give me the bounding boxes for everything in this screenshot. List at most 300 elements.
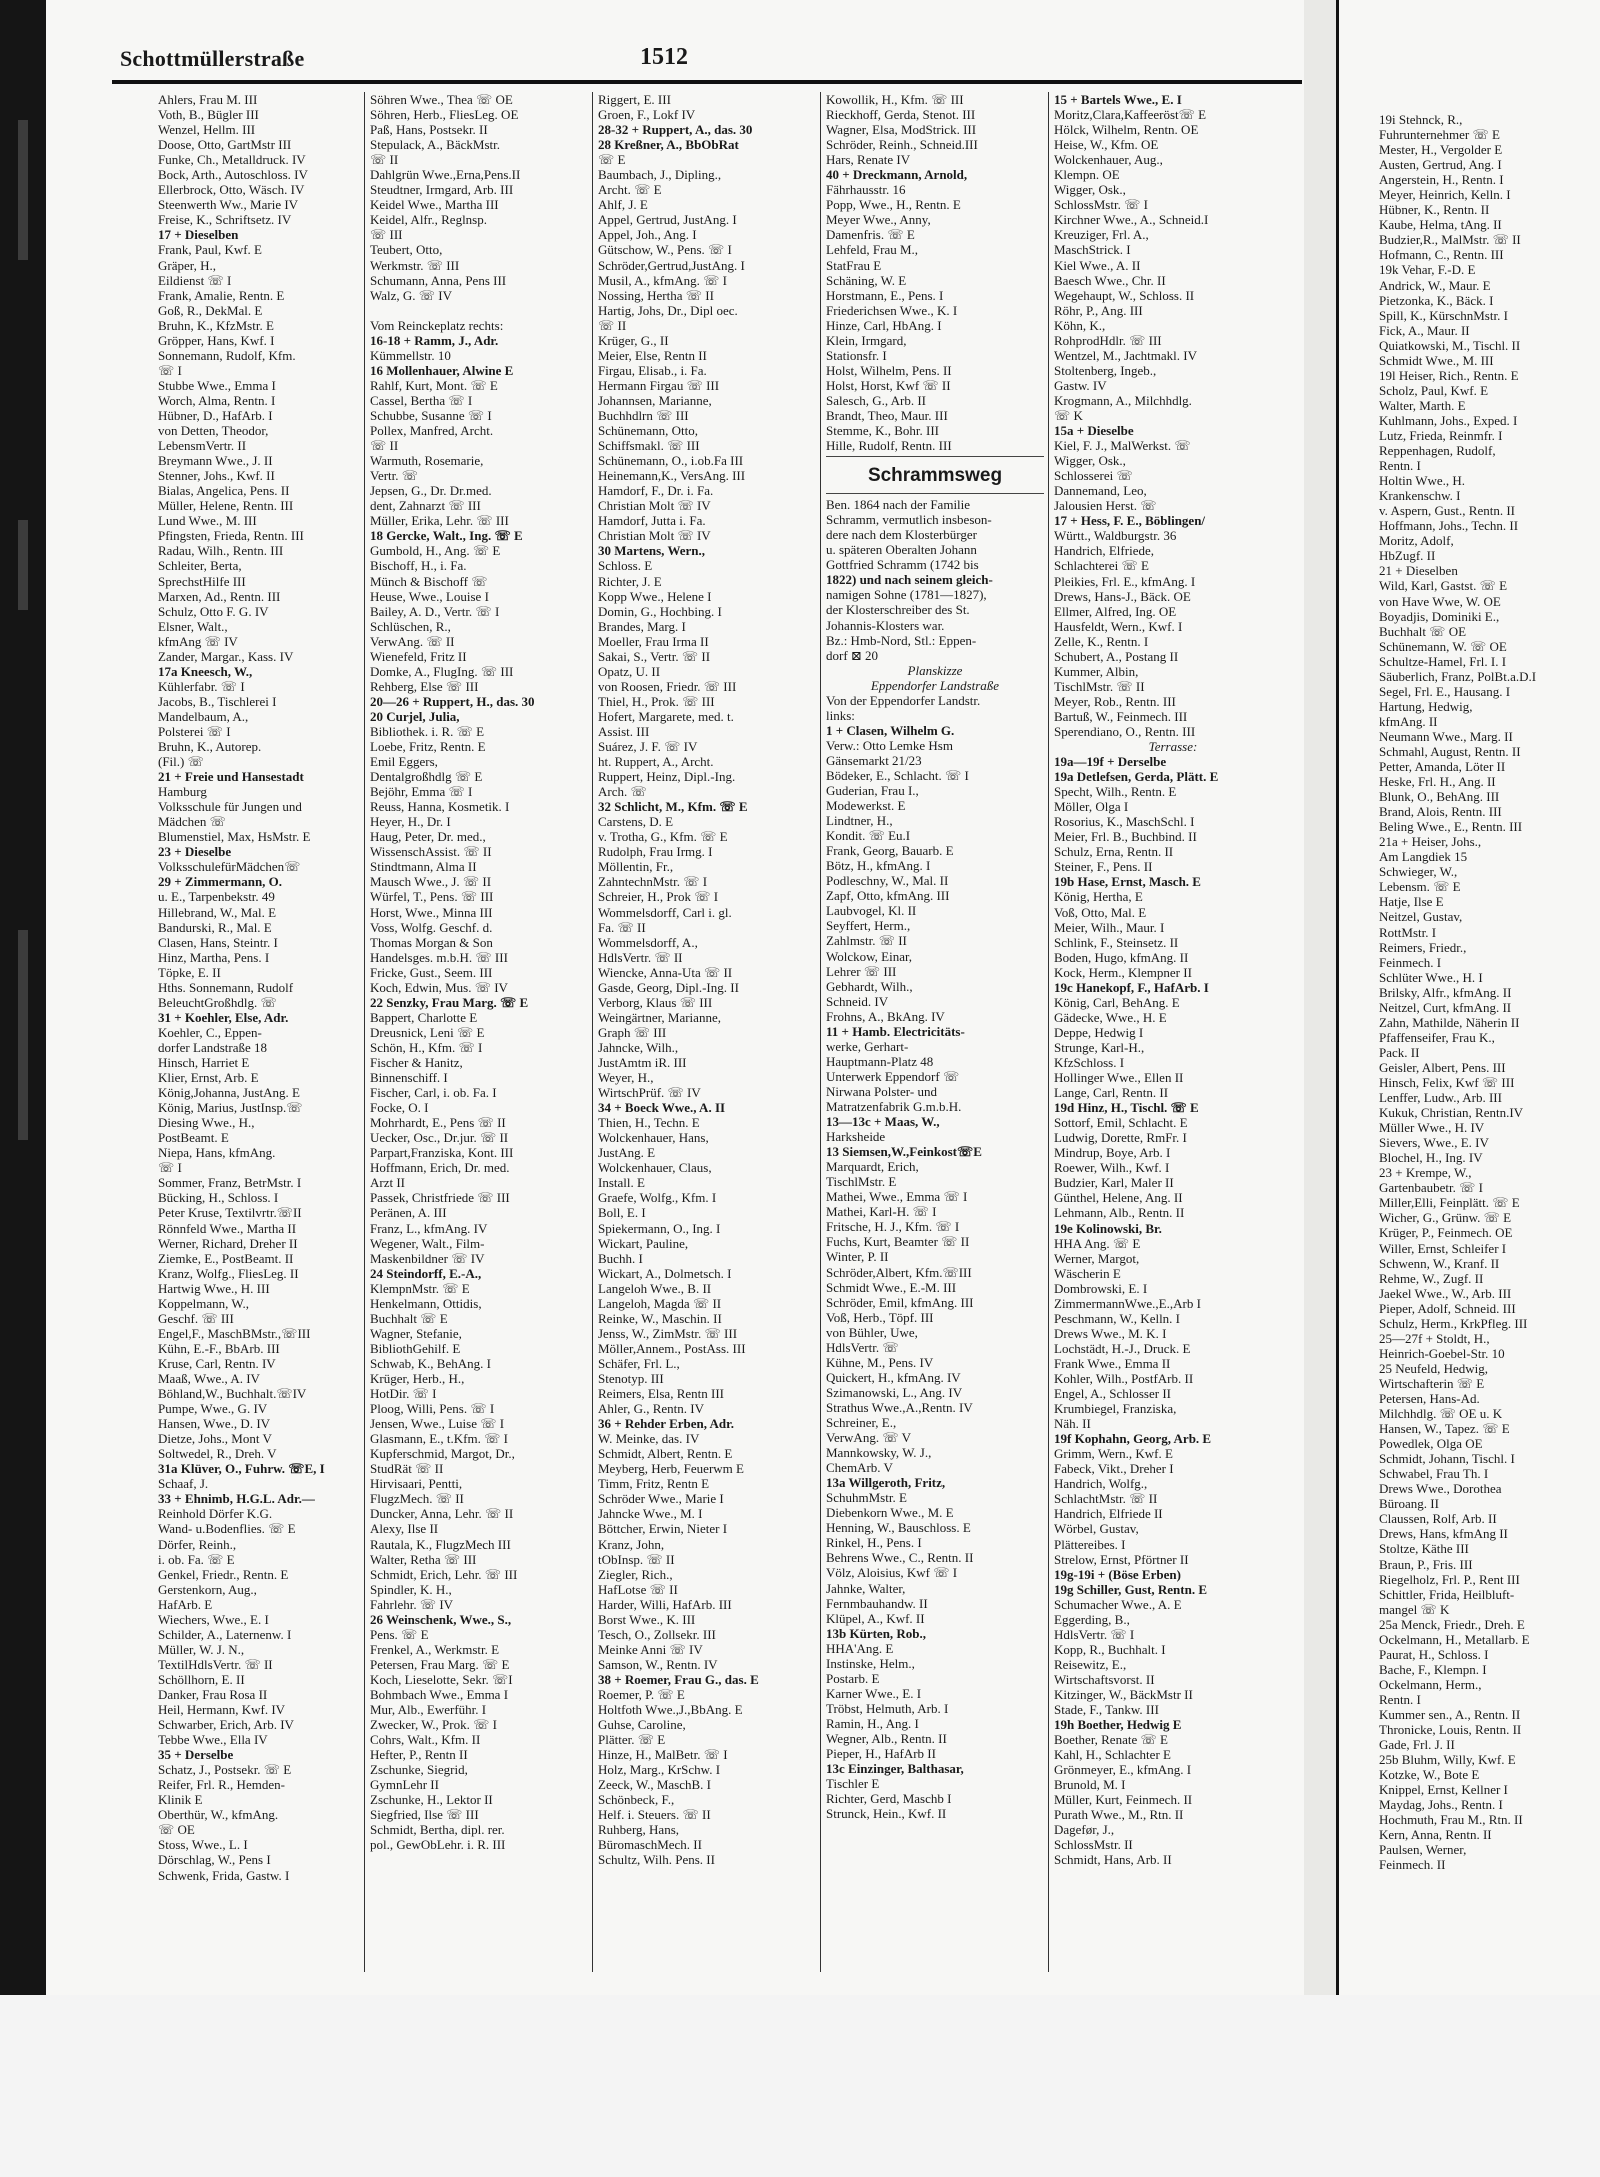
- directory-entry: Rautala, K., FlugzMech III: [370, 1536, 511, 1552]
- directory-entry: 32 Schlicht, M., Kfm. ☏ E: [598, 799, 748, 815]
- directory-entry: Siegfried, Ilse ☏ III: [370, 1807, 479, 1823]
- directory-entry: 13—13c + Maas, W.,: [826, 1114, 940, 1130]
- directory-entry: Bruhn, K., Autorep.: [158, 739, 262, 755]
- directory-entry: Polsterei ☏ I: [158, 723, 231, 739]
- directory-entry: Stubbe Wwe., Emma I: [158, 377, 276, 393]
- directory-entry: Heinemann,K., VersAng. III: [598, 468, 746, 484]
- directory-entry: Frenkel, A., Werkmstr. E: [370, 1641, 500, 1657]
- directory-entry: Riegelholz, Frl. P., Rent III: [1379, 1571, 1520, 1587]
- directory-entry: Stemme, K., Bohr. III: [826, 423, 940, 439]
- directory-entry: Sievers, Wwe., E. IV: [1379, 1135, 1489, 1151]
- directory-entry: von Roosen, Friedr. ☏ III: [598, 678, 737, 694]
- directory-entry: SprechstHilfe III: [158, 573, 246, 589]
- directory-entry: Marxen, Ad., Rentn. III: [158, 588, 281, 604]
- directory-entry: Winter, P. II: [826, 1249, 889, 1265]
- directory-entry: Schilder, A., Laternenw. I: [158, 1626, 292, 1642]
- directory-entry: Sottorf, Emil, Schlacht. E: [1054, 1115, 1188, 1131]
- directory-entry: Drews Wwe., Dorothea: [1379, 1481, 1502, 1497]
- directory-entry: Hölck, Wilhelm, Rentn. OE: [1054, 122, 1199, 138]
- directory-entry: Zwecker, W., Prok. ☏ I: [370, 1717, 497, 1733]
- directory-entry: Koehler, C., Eppen-: [158, 1024, 262, 1040]
- directory-entry: Roemer, P. ☏ E: [598, 1686, 685, 1702]
- directory-entry: Wild, Karl, Gastst. ☏ E: [1379, 578, 1508, 594]
- directory-entry: Schröder,Albert, Kfm.☏III: [826, 1264, 972, 1280]
- directory-entry: 23 + Dieselbe: [158, 844, 232, 860]
- directory-entry: Kern, Anna, Rentn. II: [1379, 1827, 1492, 1843]
- directory-entry: Schlüter Wwe., H. I: [1379, 969, 1483, 985]
- directory-entry: Schmahl, August, Rentn. II: [1379, 743, 1521, 759]
- directory-entry: 19l Heiser, Rich., Rentn. E: [1379, 367, 1519, 383]
- directory-entry: Handrich, Wolfg.,: [1054, 1476, 1148, 1492]
- directory-entry: Bruhn, K., KfzMstr. E: [158, 317, 274, 333]
- directory-entry: Ahler, G., Rentn. IV: [598, 1401, 704, 1417]
- directory-entry: Schmidt, Erich, Lehr. ☏ III: [370, 1566, 518, 1582]
- directory-entry: HdlsVertr. ☏: [826, 1339, 899, 1355]
- directory-entry: Behrens Wwe., C., Rentn. II: [826, 1550, 974, 1566]
- directory-entry: Sakai, S., Vertr. ☏ II: [598, 648, 711, 664]
- directory-entry: Ockelmann, Herm.,: [1379, 1676, 1482, 1692]
- directory-entry: von Have Wwe, W. OE: [1379, 593, 1501, 609]
- directory-entry: Schmidt, Johann, Tischl. I: [1379, 1451, 1515, 1467]
- directory-entry: Zschunke, H., Lektor II: [370, 1792, 493, 1808]
- directory-entry: Hinze, Carl, HbAng. I: [826, 317, 942, 333]
- directory-entry: Kondit. ☏ Eu.I: [826, 828, 911, 844]
- directory-entry: Holz, Marg., KrSchw. I: [598, 1762, 721, 1778]
- directory-entry: Schröder, Emil, kfmAng. III: [826, 1294, 974, 1310]
- directory-entry: Rosorius, K., MaschSchl. I: [1054, 814, 1195, 830]
- directory-entry: Fick, A., Maur. II: [1379, 322, 1470, 338]
- directory-entry: Müller, Helene, Rentn. III: [158, 498, 294, 514]
- directory-entry: Wickart, A., Dolmetsch. I: [598, 1265, 732, 1281]
- directory-entry: Schneid. IV: [826, 993, 889, 1009]
- directory-entry: SchlossMstr. II: [1054, 1837, 1133, 1853]
- directory-entry: 13b Kürten, Rob.,: [826, 1625, 927, 1641]
- directory-entry: Heyer, H., Dr. I: [370, 814, 451, 830]
- directory-entry: MaschStrick. I: [1054, 242, 1131, 258]
- directory-entry: Krumbiegel, Franziska,: [1054, 1401, 1177, 1417]
- directory-entry: KfzSchloss. I: [1054, 1055, 1125, 1070]
- directory-entry: Fuhrunternehmer ☏ E: [1379, 127, 1500, 143]
- directory-entry: König, Hertha, E: [1054, 889, 1143, 905]
- directory-entry: König,Johanna, JustAng. E: [158, 1085, 300, 1101]
- directory-entry: Bötz, H., kfmAng. I: [826, 858, 931, 874]
- directory-entry: Bejöhr, Emma ☏ I: [370, 784, 473, 800]
- directory-entry: Graefe, Wolfg., Kfm. I: [598, 1190, 717, 1206]
- directory-entry: Petter, Amanda, Löter II: [1379, 759, 1506, 775]
- directory-entry: Postarb. E: [826, 1670, 880, 1686]
- directory-entry: Kopp, R., Buchhalt. I: [1054, 1641, 1166, 1657]
- directory-entry: 31 + Koehler, Else, Adr.: [158, 1009, 289, 1025]
- directory-entry: Müller, Kurt, Feinmech. II: [1054, 1792, 1193, 1808]
- directory-entry: Damenfris. ☏ E: [826, 227, 915, 243]
- directory-entry: Schultze-Hamel, Frl. I. I: [1379, 653, 1507, 669]
- directory-entry: Hauptmann-Platz 48: [826, 1053, 934, 1069]
- directory-entry: Arch. ☏: [598, 784, 647, 800]
- directory-entry: 19h Boether, Hedwig E: [1054, 1717, 1182, 1733]
- directory-entry: Reuss, Hanna, Kosmetik. I: [370, 799, 510, 815]
- directory-entry: 17 + Dieselben: [158, 227, 239, 243]
- directory-entry: Steenwerth Ww., Marie IV: [158, 197, 299, 213]
- directory-entry: Pieper, Adolf, Schneid. III: [1379, 1300, 1516, 1316]
- directory-entry: HHA Ang. ☏ E: [1054, 1235, 1141, 1251]
- directory-entry: Holtin Wwe., H.: [1379, 473, 1466, 489]
- directory-entry: Klein, Irmgard,: [826, 332, 907, 348]
- directory-entry: Bischoff, H., i. Fa.: [370, 558, 467, 574]
- adjacent-page: [1336, 0, 1600, 1995]
- column-4: [826, 92, 1044, 1972]
- subheading: Planskizze: [907, 662, 963, 678]
- directory-entry: Lindtner, H.,: [826, 813, 893, 829]
- directory-entry: Kitzinger, W., BäckMstr II: [1054, 1686, 1193, 1702]
- directory-entry: 33 + Ehnimb, H.G.L. Adr.—: [158, 1491, 315, 1507]
- directory-entry: Wienefeld, Fritz II: [370, 648, 467, 664]
- directory-entry: Reisewitz, E.,: [1054, 1656, 1127, 1672]
- directory-entry: Lehfeld, Frau M.,: [826, 242, 919, 258]
- directory-entry: Eggerding, B.,: [1054, 1611, 1130, 1627]
- directory-entry: BüromaschMech. II: [598, 1837, 702, 1853]
- directory-entry: Helf. i. Steuers. ☏ II: [598, 1807, 711, 1823]
- directory-entry: Peränen, A. III: [370, 1205, 447, 1221]
- directory-entry: Salesch, G., Arb. II: [826, 392, 927, 408]
- directory-entry: ☏ I: [158, 1160, 182, 1176]
- directory-entry: Ruppert, Heinz, Dipl.-Ing.: [598, 769, 736, 785]
- directory-entry: Wommelsdorff, Carl i. gl.: [598, 904, 732, 920]
- directory-entry: Wolckow, Einar,: [826, 948, 913, 964]
- directory-entry: Pens. ☏ E: [370, 1626, 429, 1642]
- directory-entry: Holst, Horst, Kwf ☏ II: [826, 377, 951, 393]
- directory-entry: Wolckenhauer, Hans,: [598, 1130, 709, 1146]
- directory-entry: Mindrup, Boye, Arb. I: [1054, 1145, 1171, 1161]
- directory-entry: Schleiter, Berta,: [158, 558, 242, 574]
- directory-entry: Rieckhoff, Gerda, Stenot. III: [826, 107, 976, 123]
- directory-entry: Lehmann, Alb., Rentn. II: [1054, 1205, 1185, 1221]
- directory-entry: Ramin, H., Ang. I: [826, 1715, 919, 1731]
- directory-entry: Guhse, Caroline,: [598, 1717, 686, 1733]
- directory-entry: Milchhdlg. ☏ OE u. K: [1379, 1406, 1503, 1422]
- directory-entry: Assist. III: [598, 723, 650, 739]
- directory-entry: Jensen, Wwe., Luise ☏ I: [370, 1416, 505, 1432]
- directory-entry: Stationsfr. I: [826, 347, 887, 363]
- directory-entry: Doose, Otto, GartMstr III: [158, 137, 292, 153]
- directory-entry: Ellmer, Alfred, Ing. OE: [1054, 603, 1177, 619]
- directory-entry: Clasen, Hans, Steintr. I: [158, 934, 278, 950]
- directory-entry: Böttcher, Erwin, Nieter I: [598, 1521, 728, 1537]
- directory-entry: Röhr, P., Ang. III: [1054, 302, 1143, 318]
- directory-entry: Böhland,W., Buchhalt.☏IV: [158, 1386, 307, 1402]
- directory-entry: Handelsges. m.b.H. ☏ III: [370, 949, 508, 965]
- directory-entry: Bache, F., Klempn. I: [1379, 1661, 1487, 1677]
- directory-entry: Vertr. ☏: [370, 468, 419, 484]
- directory-entry: Diebenkorn Wwe., M. E: [826, 1505, 954, 1521]
- directory-entry: Schäning, W. E: [826, 272, 907, 288]
- directory-entry: 30 Martens, Wern.,: [598, 543, 705, 559]
- directory-entry: Rinkel, H., Pens. I: [826, 1535, 922, 1551]
- directory-entry: Walz, G. ☏ IV: [370, 287, 452, 303]
- directory-entry: Peter Kruse, Textilvrtr.☏II: [158, 1205, 302, 1221]
- directory-entry: KlempnMstr. ☏ E: [370, 1280, 470, 1296]
- directory-entry: dere nach dem Klosterbürger: [826, 527, 978, 543]
- directory-entry: Henkelmann, Ottidis,: [370, 1295, 482, 1311]
- directory-entry: Verw.: Otto Lemke Hsm: [826, 737, 953, 753]
- directory-entry: Braun, P., Fris. III: [1379, 1556, 1473, 1572]
- directory-entry: Büroang. II: [1379, 1496, 1439, 1512]
- directory-entry: Jalousien Herst. ☏: [1054, 498, 1157, 514]
- directory-entry: u. E., Tarpenbekstr. 49: [158, 889, 275, 905]
- directory-entry: Näh. II: [1054, 1416, 1091, 1432]
- directory-entry: Heise, W., Kfm. OE: [1054, 137, 1159, 153]
- directory-entry: Dombrowski, E. I: [1054, 1280, 1148, 1296]
- directory-entry: Dentalgroßhdlg ☏ E: [370, 769, 483, 785]
- directory-entry: Kohler, Wilh., PostfArb. II: [1054, 1370, 1194, 1386]
- directory-entry: Krüger, Herb., H.,: [370, 1370, 465, 1386]
- directory-entry: ☏ E: [598, 152, 626, 168]
- directory-entry: Wommelsdorff, A.,: [598, 934, 698, 950]
- directory-entry: Miller,Elli, Feinplätt. ☏ E: [1379, 1195, 1520, 1211]
- directory-entry: Baumbach, J., Dipling.,: [598, 167, 722, 183]
- directory-entry: Von der Eppendorfer Landstr.: [826, 692, 981, 708]
- directory-entry: Hartwig Wwe., H. III: [158, 1280, 270, 1296]
- directory-entry: Bz.: Hmb-Nord, Stl.: Eppen-: [826, 632, 977, 648]
- directory-entry: Hoffmann, Erich, Dr. med.: [370, 1160, 510, 1176]
- directory-entry: Elsner, Walt.,: [158, 618, 228, 634]
- directory-entry: Hinsch, Felix, Kwf ☏ III: [1379, 1075, 1515, 1090]
- directory-entry: Kühn, E.-F., BbArb. III: [158, 1340, 280, 1356]
- column-1: [158, 92, 360, 1972]
- directory-entry: Schmidt, Bertha, dipl. rer.: [370, 1822, 505, 1838]
- directory-entry: Meyer, Rob., Rentn. III: [1054, 693, 1176, 709]
- directory-entry: Walter, Marth. E: [1379, 397, 1466, 413]
- directory-entry: Pietzonka, K., Bäck. I: [1379, 292, 1494, 308]
- column-divider: [820, 92, 821, 1972]
- directory-entry: Heil, Hermann, Kwf. IV: [158, 1702, 286, 1718]
- directory-entry: 19k Vehar, F.-D. E: [1379, 262, 1476, 278]
- directory-entry: Hansen, Wwe., D. IV: [158, 1416, 271, 1432]
- directory-entry: Neitzel, Gustav,: [1379, 909, 1463, 925]
- directory-entry: Hamdorf, Jutta i. Fa.: [598, 513, 706, 529]
- directory-entry: Frank Wwe., Emma II: [1054, 1355, 1171, 1371]
- directory-entry: Krüger, G., II: [598, 332, 669, 348]
- directory-entry: Walter, Retha ☏ III: [370, 1551, 477, 1567]
- directory-entry: Meyer, Heinrich, Kelln. I: [1379, 187, 1511, 203]
- directory-entry: Ellerbrock, Otto, Wäsch. IV: [158, 182, 305, 198]
- directory-entry: SchlossMstr. ☏ I: [1054, 197, 1148, 213]
- directory-entry: Paulsen, Werner,: [1379, 1842, 1467, 1858]
- directory-entry: Hinze, H., MalBetr. ☏ I: [598, 1747, 728, 1763]
- directory-entry: Fährhausstr. 16: [826, 182, 906, 198]
- directory-entry: Oberthür, W., kfmAng.: [158, 1807, 279, 1823]
- scan-streak: [18, 930, 28, 1140]
- directory-entry: Krankenschw. I: [1379, 488, 1461, 504]
- directory-entry: Heinrich-Goebel-Str. 10: [1379, 1345, 1505, 1361]
- directory-entry: Wolckenhauer, Aug.,: [1054, 152, 1163, 168]
- directory-entry: Uecker, Osc., Dr.jur. ☏ II: [370, 1130, 509, 1146]
- directory-entry: Unterwerk Eppendorf ☏: [826, 1068, 960, 1084]
- directory-entry: Seyffert, Herm.,: [826, 918, 911, 934]
- directory-entry: 15 + Bartels Wwe., E. I: [1054, 92, 1182, 107]
- directory-entry: Hochmuth, Frau M., Rtn. II: [1379, 1812, 1523, 1828]
- directory-entry: Petersen, Frau Marg. ☏ E: [370, 1656, 510, 1672]
- directory-entry: Köhn, K.,: [1054, 317, 1106, 333]
- directory-entry: Specht, Wilh., Rentn. E: [1054, 784, 1177, 800]
- directory-entry: Purath Wwe., M., Rtn. II: [1054, 1807, 1184, 1823]
- directory-entry: 15a + Dieselbe: [1054, 423, 1134, 439]
- directory-entry: Bailey, A. D., Vertr. ☏ I: [370, 603, 500, 619]
- directory-entry: Spindler, K. H.,: [370, 1581, 452, 1597]
- directory-entry: Engel, A., Schlosser II: [1054, 1386, 1171, 1402]
- directory-entry: Langeloh, Magda ☏ II: [598, 1295, 722, 1311]
- directory-entry: (Fil.) ☏: [158, 754, 204, 770]
- directory-entry: 21a + Heiser, Johs.,: [1379, 834, 1482, 850]
- directory-entry: ☏ II: [370, 152, 399, 168]
- directory-entry: Meier, Wilh., Maur. I: [1054, 919, 1165, 935]
- directory-entry: Württ., Waldburgstr. 36: [1054, 528, 1177, 544]
- directory-entry: Budzier, Karl, Maler II: [1054, 1175, 1174, 1191]
- directory-entry: Hillebrand, W., Mal. E: [158, 904, 277, 920]
- directory-entry: Münch & Bischoff ☏: [370, 573, 488, 589]
- directory-entry: mangel ☏ K: [1379, 1601, 1450, 1617]
- directory-entry: Neitzel, Curt, kfmAng. II: [1379, 999, 1512, 1015]
- directory-entry: Suárez, J. F. ☏ IV: [598, 739, 698, 755]
- directory-entry: WirtschPrüf. ☏ IV: [598, 1085, 701, 1101]
- directory-entry: VerwAng. ☏ V: [826, 1430, 911, 1446]
- directory-entry: v. Trotha, G., Kfm. ☏ E: [598, 829, 728, 845]
- directory-entry: Funke, Ch., Metalldruck. IV: [158, 152, 306, 168]
- directory-entry: Fahrlehr. ☏ IV: [370, 1596, 454, 1612]
- directory-entry: Focke, O. I: [370, 1100, 429, 1116]
- directory-entry: Opatz, U. II: [598, 663, 661, 679]
- directory-entry: Wegehaupt, W., Schloss. II: [1054, 287, 1195, 303]
- directory-entry: Lange, Carl, Rentn. II: [1054, 1085, 1169, 1101]
- directory-entry: Mur, Alb., Ewerführ. I: [370, 1702, 487, 1718]
- directory-entry: ☏ I: [158, 362, 182, 378]
- directory-entry: Blumenstiel, Max, HsMstr. E: [158, 829, 311, 845]
- directory-entry: Bappert, Charlotte E: [370, 1009, 478, 1025]
- directory-entry: Hars, Renate IV: [826, 152, 911, 168]
- directory-entry: Steiner, F., Pens. II: [1054, 859, 1153, 875]
- directory-entry: namigen Sohne (1781—1827),: [826, 587, 987, 603]
- directory-entry: Zander, Margar., Kass. IV: [158, 648, 294, 664]
- directory-entry: Hollinger Wwe., Ellen II: [1054, 1070, 1184, 1086]
- directory-entry: Gräper, H.,: [158, 257, 216, 273]
- directory-entry: 38 + Roemer, Frau G., das. E: [598, 1671, 759, 1687]
- directory-entry: Kock, Herm., Klempner II: [1054, 964, 1192, 980]
- directory-entry: 13a Willgeroth, Fritz,: [826, 1475, 946, 1491]
- directory-entry: Schreier, H., Prok ☏ I: [598, 889, 719, 905]
- directory-entry: Sommer, Franz, BetrMstr. I: [158, 1175, 302, 1191]
- directory-entry: Schlüschen, R.,: [370, 618, 451, 634]
- directory-entry: Jahncke, Wilh.,: [598, 1039, 679, 1055]
- directory-entry: LebensmVertr. II: [158, 438, 247, 454]
- directory-entry: Ben. 1864 nach der Familie: [826, 497, 971, 513]
- directory-entry: BeleuchtGroßhdlg. ☏: [158, 994, 277, 1010]
- directory-entry: Mathei, Karl-H. ☏ I: [826, 1204, 937, 1220]
- directory-entry: 1822) und nach seinem gleich-: [826, 572, 993, 588]
- directory-entry: Stade, F., Tankw. III: [1054, 1702, 1159, 1718]
- directory-entry: Bandurski, R., Mal. E: [158, 919, 272, 935]
- directory-entry: Kirchner Wwe., A., Schneid.I: [1054, 212, 1209, 228]
- directory-entry: Würfel, T., Pens. ☏ III: [370, 889, 494, 905]
- directory-entry: dent, Zahnarzt ☏ III: [370, 498, 481, 514]
- directory-entry: Christian Molt ☏ IV: [598, 498, 711, 514]
- directory-entry: Hartung, Hedwig,: [1379, 698, 1473, 714]
- directory-entry: TextilHdlsVertr. ☏ II: [158, 1656, 273, 1672]
- directory-entry: Mandelbaum, A.,: [158, 708, 249, 724]
- page-number: 1512: [640, 44, 688, 70]
- directory-entry: Schatz, J., Postsekr. ☏ E: [158, 1762, 292, 1778]
- directory-entry: Schwenk, Frida, Gastw. I: [158, 1867, 290, 1883]
- directory-entry: Gädecke, Wwe., H. E: [1054, 1009, 1167, 1025]
- directory-entry: Säuberlich, Franz, PolBt.a.D.I: [1379, 668, 1537, 684]
- directory-entry: Jacobs, B., Tischlerei I: [158, 693, 277, 709]
- column-divider: [1048, 92, 1049, 1972]
- directory-entry: Buchh. I: [598, 1250, 643, 1266]
- directory-entry: Hartig, Johs, Dr., Dipl oec.: [598, 302, 738, 318]
- directory-entry: Stenner, Johs., Kwf. II: [158, 468, 275, 484]
- directory-entry: 25b Bluhm, Willy, Kwf. E: [1379, 1752, 1516, 1768]
- directory-entry: Willer, Ernst, Schleifer I: [1379, 1240, 1507, 1256]
- directory-entry: Bartuß, W., Feinmech. III: [1054, 708, 1188, 724]
- directory-entry: ☏ II: [370, 438, 399, 454]
- directory-entry: Schönbeck, F.,: [598, 1792, 675, 1808]
- directory-entry: Pack. II: [1379, 1044, 1420, 1060]
- directory-entry: Moritz,Clara,Kaffeeröst☏ E: [1054, 107, 1207, 123]
- directory-entry: u. späteren Oberalten Johann: [826, 542, 977, 558]
- directory-entry: Niepa, Hans, kfmAng.: [158, 1145, 276, 1161]
- directory-entry: Marquardt, Erich,: [826, 1159, 919, 1175]
- directory-entry: Reinke, W., Maschin. II: [598, 1310, 722, 1326]
- directory-entry: Ruhberg, Hans,: [598, 1822, 680, 1838]
- directory-entry: 20 Curjel, Julia,: [370, 708, 460, 724]
- directory-entry: Wagner, Stefanie,: [370, 1325, 462, 1341]
- directory-entry: HafLotse ☏ II: [598, 1581, 678, 1597]
- directory-entry: Strelow, Ernst, Pförtner II: [1054, 1551, 1189, 1567]
- directory-entry: Fischer & Hanitz,: [370, 1055, 463, 1070]
- directory-entry: Jepsen, G., Dr. Dr.med.: [370, 483, 492, 499]
- directory-entry: Thien, H., Techn. E: [598, 1115, 700, 1131]
- directory-entry: Hofert, Margarete, med. t.: [598, 708, 734, 724]
- directory-entry: Söhren Wwe., Thea ☏ OE: [370, 92, 513, 107]
- directory-entry: Schreiner, E.,: [826, 1414, 897, 1430]
- directory-entry: Thiel, H., Prok. ☏ III: [598, 693, 715, 709]
- directory-entry: Meier, Else, Rentn II: [598, 347, 707, 363]
- directory-entry: Hinsch, Harriet E: [158, 1055, 250, 1070]
- directory-entry: Spill, K., KürschnMstr. I: [1379, 307, 1508, 323]
- directory-entry: Kupferschmid, Margot, Dr.,: [370, 1446, 515, 1462]
- directory-entry: pol., GewObLehr. i. R. III: [370, 1837, 506, 1853]
- directory-entry: Danker, Frau Rosa II: [158, 1686, 268, 1702]
- directory-entry: Schumann, Anna, Pens III: [370, 272, 507, 288]
- directory-entry: Teubert, Otto,: [370, 242, 443, 258]
- directory-entry: Kümmellstr. 10: [370, 347, 451, 363]
- directory-entry: Glasmann, E., t.Kfm. ☏ I: [370, 1431, 508, 1447]
- directory-entry: Schöllhorn, E. II: [158, 1671, 245, 1687]
- directory-entry: Brandes, Marg. I: [598, 618, 686, 634]
- directory-entry: v. Aspern, Gust., Rentn. II: [1379, 503, 1516, 519]
- directory-entry: 22 Senzky, Frau Marg. ☏ E: [370, 994, 529, 1010]
- directory-entry: Holtfoth Wwe.,J.,BbAng. E: [598, 1702, 743, 1718]
- directory-entry: Schulz, Erna, Rentn. II: [1054, 844, 1174, 860]
- directory-entry: Grimm, Wern., Kwf. E: [1054, 1446, 1173, 1462]
- directory-entry: Lund Wwe., M. III: [158, 513, 257, 529]
- directory-entry: Carstens, D. E: [598, 814, 674, 830]
- directory-entry: Szimanowski, L., Ang. IV: [826, 1384, 963, 1400]
- directory-entry: Podleschny, W., Mal. II: [826, 873, 949, 889]
- directory-entry: 28 Kreßner, A., BbObRat: [598, 137, 739, 153]
- directory-entry: 35 + Derselbe: [158, 1747, 234, 1763]
- directory-entry: ht. Ruppert, A., Archt.: [598, 754, 714, 770]
- directory-entry: Harksheide: [826, 1129, 886, 1145]
- directory-entry: 19g-19i + (Böse Erben): [1054, 1566, 1181, 1582]
